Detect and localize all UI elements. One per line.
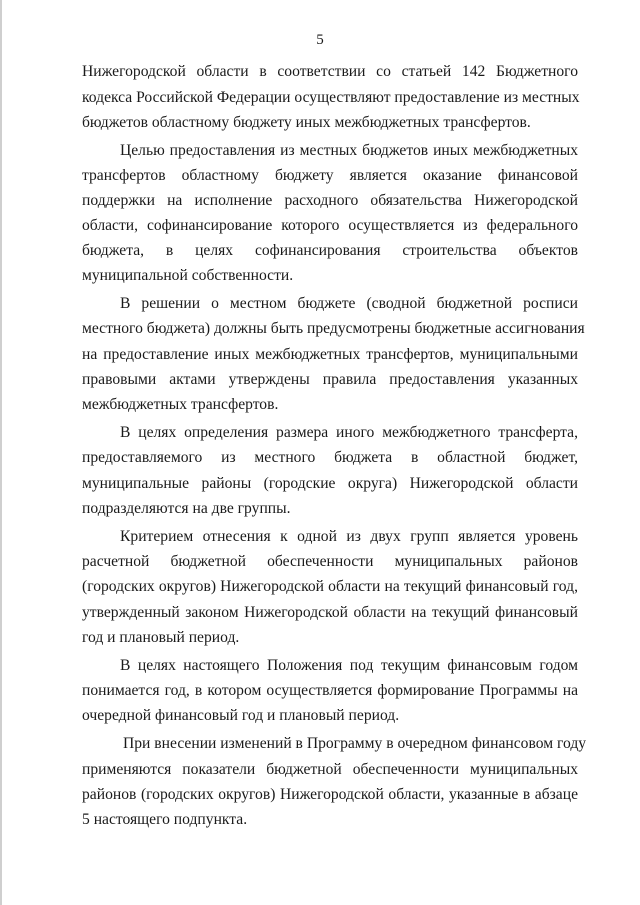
text-line: муниципальные районы (городские округа) Нижегородской области: [82, 475, 578, 492]
text-line: очередной финансовый год и плановый период.: [82, 707, 400, 724]
text-line: В целях определения размера иного межбюджетного трансферта,: [120, 424, 578, 441]
text-line: предоставляемого из местного бюджета в областной бюджет,: [82, 449, 578, 466]
page-number: 5: [316, 32, 324, 48]
text-line: межбюджетных трансфертов.: [82, 396, 279, 413]
text-line: Критерием отнесения к одной из двух групп является уровень: [120, 528, 578, 545]
text-line: местного бюджета) должны быть предусмотрены бюджетные ассигнования: [82, 320, 585, 337]
text-line: год и плановый период.: [82, 629, 240, 646]
text-line: В целях настоящего Положения под текущим финансовым годом: [120, 657, 578, 674]
text-line: В решении о местном бюджете (сводной бюджетной росписи: [120, 295, 578, 312]
text-line: 5 настоящего подпункта.: [82, 811, 248, 828]
text-line: области, софинансирование которого осуществляется из федерального: [82, 217, 578, 234]
text-line: При внесении изменений в Программу в очередном финансовом году: [123, 735, 587, 752]
text-line: на предоставление иных межбюджетных трансфертов, муниципальными: [82, 346, 578, 363]
text-line: расчетной бюджетной обеспеченности муниципальных районов: [82, 553, 578, 570]
text-line: районов (городских округов) Нижегородской области, указанные в абзаце: [82, 786, 578, 803]
text-line: подразделяются на две группы.: [82, 500, 291, 517]
text-line: (городских округов) Нижегородской области на текущий финансовый год,: [82, 578, 578, 595]
text-line: применяются показатели бюджетной обеспеченности муниципальных: [82, 761, 578, 778]
text-line: бюджетов областному бюджету иных межбюджетных трансфертов.: [82, 114, 531, 131]
text-line: Целью предоставления из местных бюджетов иных межбюджетных: [120, 142, 578, 159]
text-line: трансфертов областному бюджету является оказание финансовой: [82, 167, 578, 184]
text-line: кодекса Российской Федерации осуществляют предоставление из местных: [82, 89, 580, 106]
text-line: утвержденный законом Нижегородской области на текущий финансовый: [82, 604, 578, 621]
page-edge: [0, 0, 2, 905]
text-line: Нижегородской области в соответствии со статьей 142 Бюджетного: [82, 63, 578, 80]
text-line: поддержки на исполнение расходного обязательства Нижегородской: [82, 192, 578, 209]
text-line: бюджета, в целях софинансирования строительства объектов: [82, 242, 578, 259]
text-line: муниципальной собственности.: [82, 267, 294, 284]
text-line: понимается год, в котором осуществляется формирование Программы на: [82, 682, 578, 699]
text-line: правовыми актами утверждены правила предоставления указанных: [82, 371, 578, 388]
